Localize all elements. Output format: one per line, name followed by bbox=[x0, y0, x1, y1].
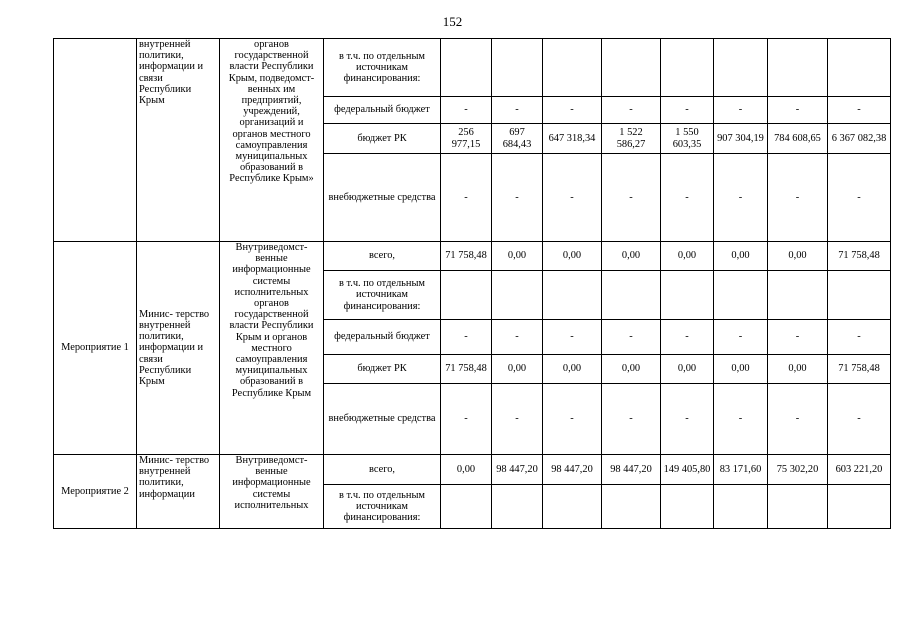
amount-cell: 83 171,60 bbox=[714, 455, 768, 485]
amount-cell: 1 522 586,27 bbox=[602, 124, 661, 154]
table-row bbox=[54, 242, 891, 271]
amount-cell: - bbox=[441, 384, 492, 455]
amount-cell: - bbox=[661, 97, 714, 124]
table-row bbox=[54, 455, 891, 485]
amount-cell bbox=[492, 485, 543, 529]
amount-cell: - bbox=[828, 97, 891, 124]
amount-cell: - bbox=[828, 320, 891, 355]
amount-cell bbox=[492, 271, 543, 320]
amount-cell: - bbox=[714, 320, 768, 355]
amount-cell: 907 304,19 bbox=[714, 124, 768, 154]
amount-cell: - bbox=[441, 320, 492, 355]
amount-cell: 0,00 bbox=[492, 242, 543, 271]
amount-cell bbox=[441, 39, 492, 97]
amount-cell: 71 758,48 bbox=[441, 242, 492, 271]
amount-cell: 647 318,34 bbox=[543, 124, 602, 154]
amount-cell bbox=[828, 39, 891, 97]
amount-cell bbox=[661, 271, 714, 320]
amount-cell: - bbox=[714, 97, 768, 124]
table-row bbox=[54, 39, 891, 97]
amount-cell: 0,00 bbox=[602, 242, 661, 271]
amount-cell bbox=[602, 485, 661, 529]
amount-cell: 0,00 bbox=[768, 242, 828, 271]
amount-cell: 0,00 bbox=[543, 242, 602, 271]
amount-cell: 0,00 bbox=[602, 355, 661, 384]
amount-cell: - bbox=[602, 97, 661, 124]
amount-cell: 0,00 bbox=[543, 355, 602, 384]
amount-cell: - bbox=[768, 97, 828, 124]
source-label: бюджет РК bbox=[324, 124, 441, 154]
participants-cell: Внутриведомст- венные информационные системы исполнительных органов государственной власти Республики Крым и органов местного самоуправления муниципальных образований в Республике Крым bbox=[220, 242, 324, 455]
source-label: всего, bbox=[324, 455, 441, 485]
amount-cell: - bbox=[768, 384, 828, 455]
amount-cell: 6 367 082,38 bbox=[828, 124, 891, 154]
amount-cell: 603 221,20 bbox=[828, 455, 891, 485]
amount-cell: 71 758,48 bbox=[828, 242, 891, 271]
amount-cell: 697 684,43 bbox=[492, 124, 543, 154]
amount-cell: 0,00 bbox=[661, 355, 714, 384]
amount-cell: 0,00 bbox=[714, 355, 768, 384]
amount-cell: - bbox=[543, 320, 602, 355]
amount-cell: 98 447,20 bbox=[602, 455, 661, 485]
amount-cell bbox=[492, 39, 543, 97]
amount-cell: 0,00 bbox=[661, 242, 714, 271]
amount-cell bbox=[714, 39, 768, 97]
event-name-cell: Мероприятие 2 bbox=[54, 455, 137, 529]
amount-cell: - bbox=[714, 384, 768, 455]
amount-cell: - bbox=[714, 154, 768, 242]
amount-cell: 784 608,65 bbox=[768, 124, 828, 154]
amount-cell: 71 758,48 bbox=[441, 355, 492, 384]
amount-cell: 1 550 603,35 bbox=[661, 124, 714, 154]
amount-cell: - bbox=[602, 384, 661, 455]
amount-cell: - bbox=[768, 154, 828, 242]
amount-cell: - bbox=[492, 384, 543, 455]
source-label: внебюджетные средства bbox=[324, 384, 441, 455]
executor-cell: внутренней политики, информации и связи Республики Крым bbox=[137, 39, 220, 242]
amount-cell: 0,00 bbox=[768, 355, 828, 384]
amount-cell bbox=[714, 485, 768, 529]
amount-cell: - bbox=[543, 154, 602, 242]
source-label: в т.ч. по отдельным источникам финансирования: bbox=[324, 271, 441, 320]
amount-cell: 98 447,20 bbox=[543, 455, 602, 485]
amount-cell: - bbox=[828, 154, 891, 242]
amount-cell: - bbox=[543, 97, 602, 124]
amount-cell: - bbox=[602, 320, 661, 355]
amount-cell bbox=[714, 271, 768, 320]
amount-cell bbox=[441, 271, 492, 320]
amount-cell: 71 758,48 bbox=[828, 355, 891, 384]
participants-cell: Внутриведомст- венные информационные системы исполнительных bbox=[220, 455, 324, 529]
amount-cell: - bbox=[828, 384, 891, 455]
amount-cell: 0,00 bbox=[441, 455, 492, 485]
amount-cell: - bbox=[543, 384, 602, 455]
amount-cell: - bbox=[492, 154, 543, 242]
amount-cell: 0,00 bbox=[492, 355, 543, 384]
amount-cell bbox=[441, 485, 492, 529]
amount-cell: - bbox=[441, 97, 492, 124]
amount-cell: 149 405,80 bbox=[661, 455, 714, 485]
event-name-cell bbox=[54, 39, 137, 242]
source-label: внебюджетные средства bbox=[324, 154, 441, 242]
amount-cell: - bbox=[661, 384, 714, 455]
amount-cell bbox=[661, 485, 714, 529]
amount-cell bbox=[602, 271, 661, 320]
amount-cell: - bbox=[492, 97, 543, 124]
amount-cell bbox=[543, 39, 602, 97]
amount-cell: - bbox=[661, 154, 714, 242]
amount-cell bbox=[602, 39, 661, 97]
source-label: всего, bbox=[324, 242, 441, 271]
executor-cell: Минис- терство внутренней политики, информации и связи Республики Крым bbox=[137, 242, 220, 455]
source-label: в т.ч. по отдельным источникам финансирования: bbox=[324, 39, 441, 97]
amount-cell bbox=[661, 39, 714, 97]
source-label: в т.ч. по отдельным источникам финансирования: bbox=[324, 485, 441, 529]
amount-cell bbox=[768, 39, 828, 97]
participants-cell: органов государственной власти Республики Крым, подведомст- венных им предприятий, учреждений, организаций и органов местного самоуправления муниципальных образований в Республике Крым» bbox=[220, 39, 324, 242]
amount-cell: - bbox=[441, 154, 492, 242]
amount-cell bbox=[768, 271, 828, 320]
amount-cell: - bbox=[768, 320, 828, 355]
event-name-cell: Мероприятие 1 bbox=[54, 242, 137, 455]
amount-cell: - bbox=[602, 154, 661, 242]
amount-cell bbox=[828, 485, 891, 529]
amount-cell bbox=[543, 271, 602, 320]
amount-cell bbox=[768, 485, 828, 529]
amount-cell: 256 977,15 bbox=[441, 124, 492, 154]
executor-cell: Минис- терство внутренней политики, информации bbox=[137, 455, 220, 529]
amount-cell: 0,00 bbox=[714, 242, 768, 271]
budget-table bbox=[53, 38, 891, 529]
source-label: федеральный бюджет bbox=[324, 97, 441, 124]
source-label: федеральный бюджет bbox=[324, 320, 441, 355]
source-label: бюджет РК bbox=[324, 355, 441, 384]
amount-cell bbox=[828, 271, 891, 320]
page-number: 152 bbox=[442, 14, 463, 29]
amount-cell: - bbox=[661, 320, 714, 355]
amount-cell: 98 447,20 bbox=[492, 455, 543, 485]
amount-cell: 75 302,20 bbox=[768, 455, 828, 485]
amount-cell bbox=[543, 485, 602, 529]
amount-cell: - bbox=[492, 320, 543, 355]
